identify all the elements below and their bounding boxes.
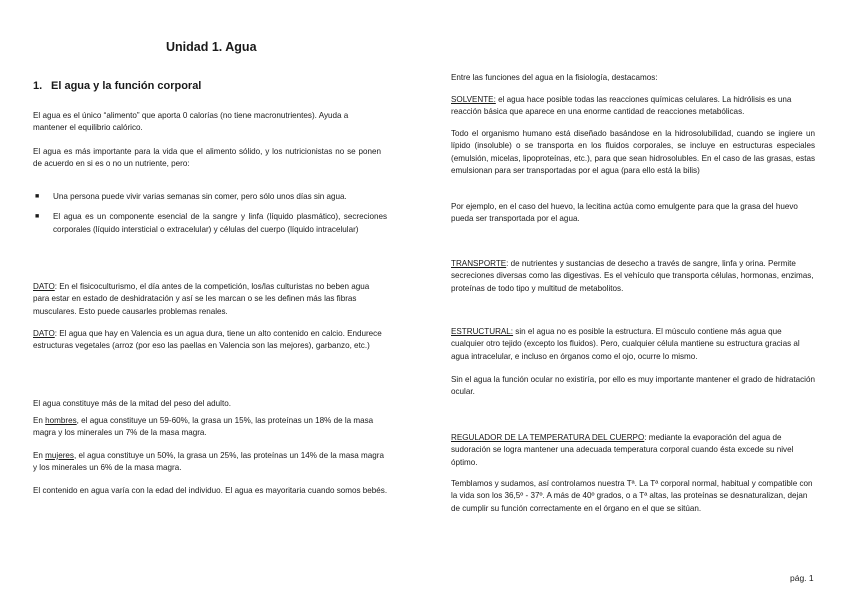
list-item: ■ El agua es un componente esencial de la sangre y linfa (líquido plasmático), secreciones corporales (líquido intersticial o extracelular) y células del cuerpo (líquido intracelular) [35, 212, 387, 234]
paragraph-hidrosolubilidad: Todo el organismo humano está diseñado basándose en la hidrosolubilidad, cuando se ingiere un lípido (insoluble) o se transporta en los fluidos corporales, se incluye en estructuras especiales (emulsión, micelas, lipoproteínas, etc.), para que sean hidrosolubles. En el caso de las grasas, estas emulsionan para ser transportadas por el agua (para ello está la bilis) [451, 129, 815, 176]
page-title: Unidad 1. Agua [166, 40, 257, 54]
funcion-estructural: ESTRUCTURAL: sin el agua no es posible la estructura. El músculo contiene más agua que cualquier otro tejido (excepto los fluidos). Pero, cualquier célula mantiene su estructura gracias al agua intracelular, e incluso en órganos como el ojo, ocurre lo mismo. [451, 327, 800, 361]
section-label: El agua y la función corporal [51, 80, 202, 92]
funcion-regulador-temperatura: REGULADOR DE LA TEMPERATURA DEL CUERPO: mediante la evaporación del agua de sudoración se logra mantener una adecuada temperatura corporal cuando ésta excede su nivel óptimo. [451, 433, 794, 467]
list-item: ■ Una persona puede vivir varias semanas sin comer, pero sólo unos días sin agua. [33, 191, 387, 203]
bullet-icon: ■ [35, 193, 40, 200]
regulador-label: REGULADOR DE LA TEMPERATURA DEL CUERPO [451, 433, 645, 442]
funcion-transporte: TRANSPORTE: de nutrientes y sustancias de desecho a través de sangre, linfa y orina. Permite secreciones diversas como las digestivas. Es el vehículo que transporta células, hormonas, enzimas, proteínas de todo tipo y multitud de metabolitos. [451, 259, 814, 293]
page-number: pág. 1 [790, 573, 814, 583]
dato-label: DATO [33, 282, 55, 291]
dato-label: DATO [33, 329, 55, 338]
paragraph-peso-adulto: El agua constituye más de la mitad del peso del adulto. [33, 399, 231, 408]
hombres-label: hombres [45, 416, 77, 425]
paragraph-mujeres: En mujeres, el agua constituye un 50%, la grasa un 25%, las proteínas un 14% de la masa magra y los minerales un 6% de la masa magra. [33, 451, 384, 473]
funciones-intro: Entre las funciones del agua en la fisiología, destacamos: [451, 73, 658, 82]
paragraph-hombres: En hombres, el agua constituye un 59-60%, la grasa un 15%, las proteínas un 18% de la masa magra y los minerales un 7% de la masa magra. [33, 416, 374, 438]
paragraph-importancia: El agua es más importante para la vida que el alimento sólido, y los nutricionistas no se ponen de acuerdo en si es o no un nutriente, pero: [33, 147, 381, 169]
section-heading [33, 80, 201, 92]
bullet-icon: ■ [35, 213, 40, 221]
paragraph-calorias: El agua es el único “alimento” que aporta 0 calorías (no tiene macronutrientes). Ayuda a mantener el equilibrio calórico. [33, 111, 349, 133]
section-number: 1. [33, 80, 43, 92]
funcion-solvente: SOLVENTE: el agua hace posible todas las reacciones químicas celulares. La hidrólisis es una reacción básica que aparece en una enorme cantidad de reacciones metabólicas. [451, 95, 792, 117]
dato-agua-valencia: DATO: El agua que hay en Valencia es un agua dura, tiene un alto contenido en calcio. Endurece estructuras vegetales (arroz (por eso las paellas en Valencia son las mejores), garbanzo, etc.) [33, 329, 382, 351]
paragraph-lecitina: Por ejemplo, en el caso del huevo, la lecitina actúa como emulgente para que la grasa del huevo pueda ser transportada por el agua. [451, 202, 798, 224]
bullet-list [33, 191, 387, 236]
mujeres-label: mujeres [45, 451, 74, 460]
transporte-label: TRANSPORTE [451, 259, 507, 268]
paragraph-edad: El contenido en agua varía con la edad del individuo. El agua es mayoritaria cuando somos bebés. [33, 486, 388, 495]
paragraph-temperatura: Temblamos y sudamos, así controlamos nuestra Tª. La Tª corporal normal, habitual y compatible con la vida son los 36,5º - 37º. A más de 40º grados, o a Tª altas, las proteínas se desnaturalizan, dejan de cumplir su función correctamente en el órgano en el que se sitúan. [451, 479, 813, 513]
estructural-label: ESTRUCTURAL: [451, 327, 514, 336]
dato-fisicoculturismo: DATO: En el fisicoculturismo, el día antes de la competición, los/las culturistas no beben agua para estar en estado de deshidratación y así se les marcan o se les definen más las fibras musculares. Esto puede causarles problemas renales. [33, 282, 370, 316]
solvente-label: SOLVENTE: [451, 95, 496, 104]
paragraph-ocular: Sin el agua la función ocular no existiría, por ello es muy importante mantener el grado de hidratación ocular. [451, 375, 815, 397]
